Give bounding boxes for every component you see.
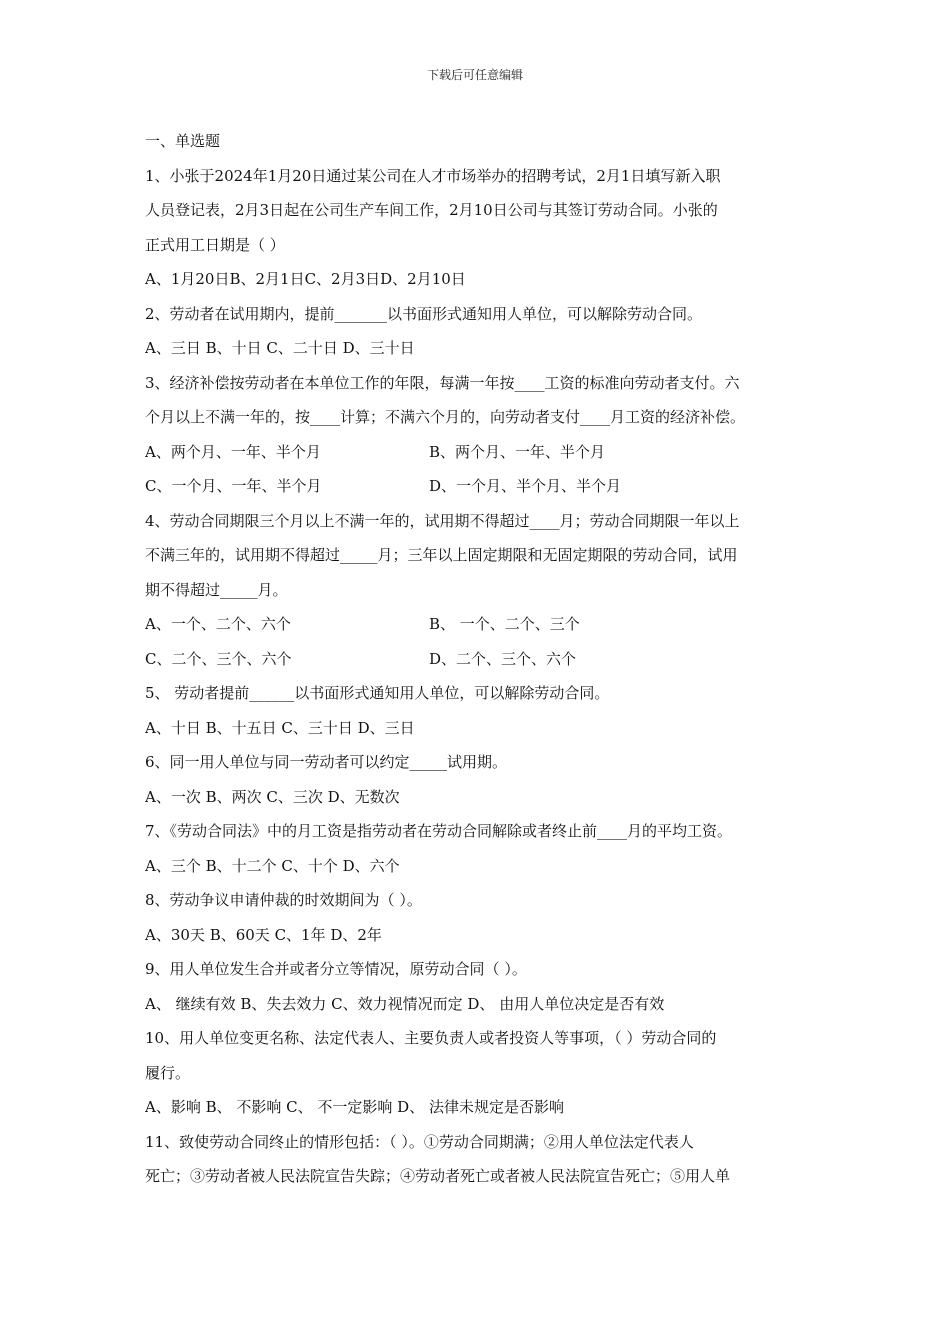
text-line: 死亡；③劳动者被人民法院宣告失踪；④劳动者死亡或者被人民法院宣告死亡；⑤用人单 <box>145 1167 731 1185</box>
text-line: 8、劳动争议申请仲裁的时效期间为（ ）。 <box>145 891 422 909</box>
text-line: 9、用人单位发生合并或者分立等情况，原劳动合同（ ）。 <box>145 960 527 978</box>
option-right: B、 一个、二个、三个 <box>429 615 580 633</box>
option-right: D、二个、三个、六个 <box>429 649 577 668</box>
text-line: 6、同一用人单位与同一劳动者可以约定_____试用期。 <box>145 753 508 771</box>
text-line: A、30天 B、60天 C、1年 D、2年 <box>145 925 382 944</box>
text-line: 10、用人单位变更名称、法定代表人、主要负责人或者投资人等事项，（ ）劳动合同的 <box>145 1029 717 1047</box>
text-line: A、1月20日B、2月1日C、2月3日D、2月10日 <box>145 270 466 288</box>
option-right: D、一个月、半个月、半个月 <box>429 477 622 495</box>
text-line: A、十日 B、十五日 C、三十日 D、三日 <box>145 718 415 737</box>
text-line: 个月以上不满一年的，按____计算；不满六个月的，向劳动者支付____月工资的经济补偿。 <box>145 408 746 426</box>
text-line <box>145 469 810 504</box>
option-left: C、一个月、一年、半个月 <box>145 477 322 495</box>
page-header: 下载后可任意编辑 <box>426 68 523 82</box>
text-line: 4、劳动合同期限三个月以上不满一年的，试用期不得超过____月；劳动合同期限一年以上 <box>145 511 740 530</box>
text-line: 5、 劳动者提前______以书面形式通知用人单位，可以解除劳动合同。 <box>145 684 610 702</box>
text-line: A、影响 B、 不影响 C、 不一定影响 D、 法律未规定是否影响 <box>145 1098 564 1116</box>
option-left: A、两个月、一年、半个月 <box>145 442 321 461</box>
option-left: C、二个、三个、六个 <box>145 649 292 668</box>
text-line: 2、劳动者在试用期内，提前_______以书面形式通知用人单位，可以解除劳动合同。 <box>145 304 703 323</box>
text-line: 3、经济补偿按劳动者在本单位工作的年限，每满一年按____工资的标准向劳动者支付。六 <box>145 373 740 392</box>
text-line: A、三个 B、十二个 C、十个 D、六个 <box>145 856 400 875</box>
text-line: 不满三年的，试用期不得超过_____月；三年以上固定期限和无固定期限的劳动合同，试用 <box>145 546 738 564</box>
text-line <box>145 642 810 677</box>
text-line: A、三日 B、十日 C、二十日 D、三十日 <box>145 339 415 357</box>
text-line: 履行。 <box>145 1063 191 1082</box>
text-line: 一、单选题 <box>145 132 221 150</box>
document-body <box>145 124 810 1194</box>
option-left: A、一个、二个、六个 <box>145 615 291 633</box>
text-line: A、 继续有效 B、失去效力 C、效力视情况而定 D、 由用人单位决定是否有效 <box>145 994 665 1013</box>
text-line: 人员登记表，2月3日起在公司生产车间工作，2月10日公司与其签订劳动合同。小张的 <box>145 201 718 219</box>
text-line: 期不得超过_____月。 <box>145 580 288 599</box>
text-line <box>145 607 810 642</box>
option-right: B、两个月、一年、半个月 <box>429 442 606 461</box>
text-line: A、一次 B、两次 C、三次 D、无数次 <box>145 787 400 806</box>
text-line: 1、小张于2024年1月20日通过某公司在人才市场举办的招聘考试，2月1日填写新入职 <box>145 166 721 185</box>
text-line: 正式用工日期是（ ） <box>145 235 285 254</box>
text-line: 11、致使劳动合同终止的情形包括：（ ）。①劳动合同期满；②用人单位法定代表人 <box>145 1132 694 1151</box>
text-line <box>145 435 810 470</box>
text-line: 7、《劳动合同法》中的月工资是指劳动者在劳动合同解除或者终止前____月的平均工资。 <box>145 822 733 840</box>
